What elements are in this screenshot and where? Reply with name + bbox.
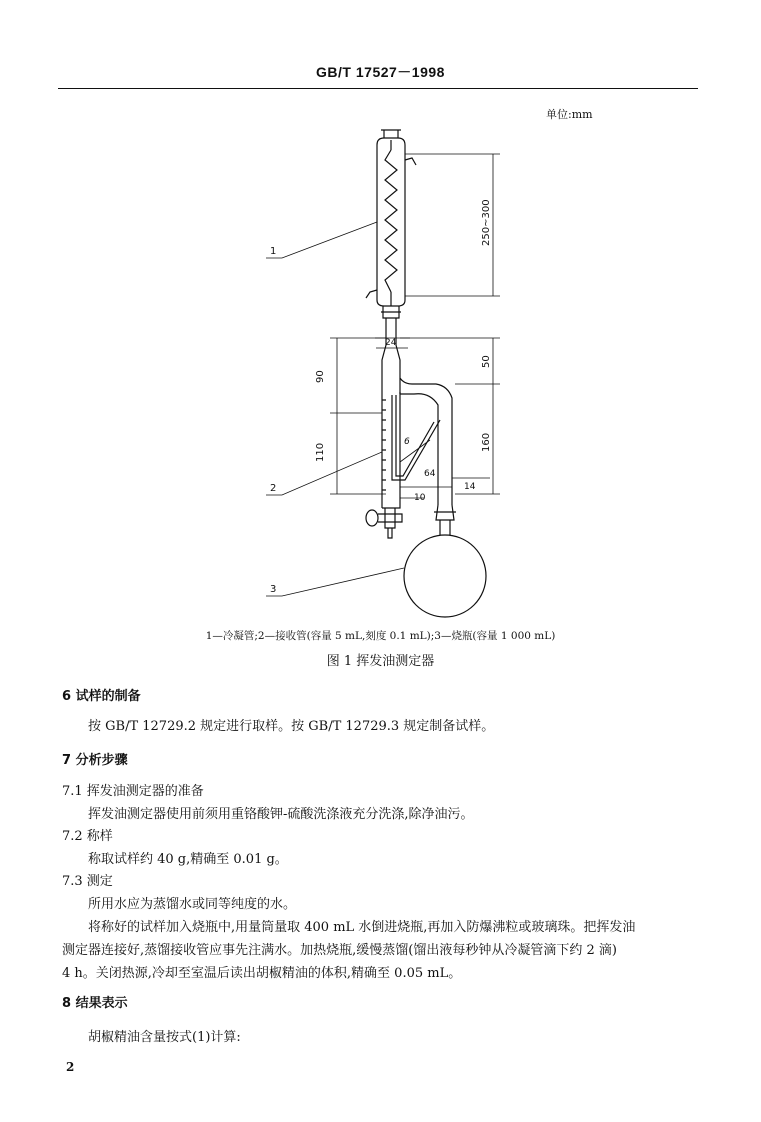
flask: [404, 520, 486, 617]
leader-lines: [266, 222, 404, 596]
dim-10: 10: [414, 493, 426, 503]
section-7-3-line-2: 测定器连接好,蒸馏接收管应事先注满水。加热烧瓶,缓慢蒸馏(馏出液每秒钟从冷凝管滴下约 2 滴): [62, 943, 617, 958]
header-standard-number: GB/T 17527－1998: [316, 64, 445, 80]
dim-160: 160: [481, 432, 492, 452]
figure-unit: 单位:mm: [546, 108, 593, 121]
section-8-heading: 8 结果表示: [62, 996, 128, 1011]
section-7-2-text: 称取试样约 40 g,精确至 0.01 g。: [88, 852, 288, 867]
dim-14: 14: [464, 482, 476, 492]
section-7-1-heading: 7.1 挥发油测定器的准备: [62, 784, 204, 799]
dimension-lines: [330, 154, 500, 498]
page-number: 2: [66, 1060, 75, 1074]
section-7-3-line-1: 将称好的试样加入烧瓶中,用量筒量取 400 mL 水倒进烧瓶,再加入防爆沸粒或玻璃珠。把挥发油: [88, 920, 636, 935]
dim-6: 6: [404, 437, 410, 447]
section-7-1-text: 挥发油测定器使用前须用重铬酸钾-硫酸洗涤液充分洗涤,除净油污。: [88, 807, 474, 822]
dim-50: 50: [481, 355, 492, 368]
label-part-3: 3: [270, 584, 277, 595]
section-7-3-heading: 7.3 测定: [62, 874, 113, 889]
section-6-heading: 6 试样的制备: [62, 689, 141, 704]
dim-64: 64: [424, 469, 436, 479]
receiver-tube: [366, 318, 452, 538]
dim-110: 110: [315, 442, 326, 462]
section-7-heading: 7 分析步骤: [62, 753, 128, 768]
dim-24: 24: [385, 338, 397, 348]
figure-title: 图 1 挥发油测定器: [326, 654, 435, 669]
figure-legend: 1—冷凝管;2—接收管(容量 5 mL,刻度 0.1 mL);3—烧瓶(容量 1 000 mL): [205, 630, 556, 642]
section-8-text: 胡椒精油含量按式(1)计算:: [88, 1030, 241, 1045]
dim-condenser-height: 250~300: [481, 199, 492, 246]
section-7-3-line-3: 4 h。关闭热源,冷却至室温后读出胡椒精油的体积,精确至 0.05 mL。: [62, 966, 462, 981]
section-6-text: 按 GB/T 12729.2 规定进行取样。按 GB/T 12729.3 规定制备试样。: [88, 719, 495, 734]
label-part-1: 1: [270, 246, 277, 257]
section-7-3-text-1: 所用水应为蒸馏水或同等纯度的水。: [88, 897, 297, 912]
condenser: [366, 130, 416, 306]
label-part-2: 2: [270, 483, 277, 494]
dim-90: 90: [315, 370, 326, 383]
section-7-2-heading: 7.2 称样: [62, 829, 113, 844]
